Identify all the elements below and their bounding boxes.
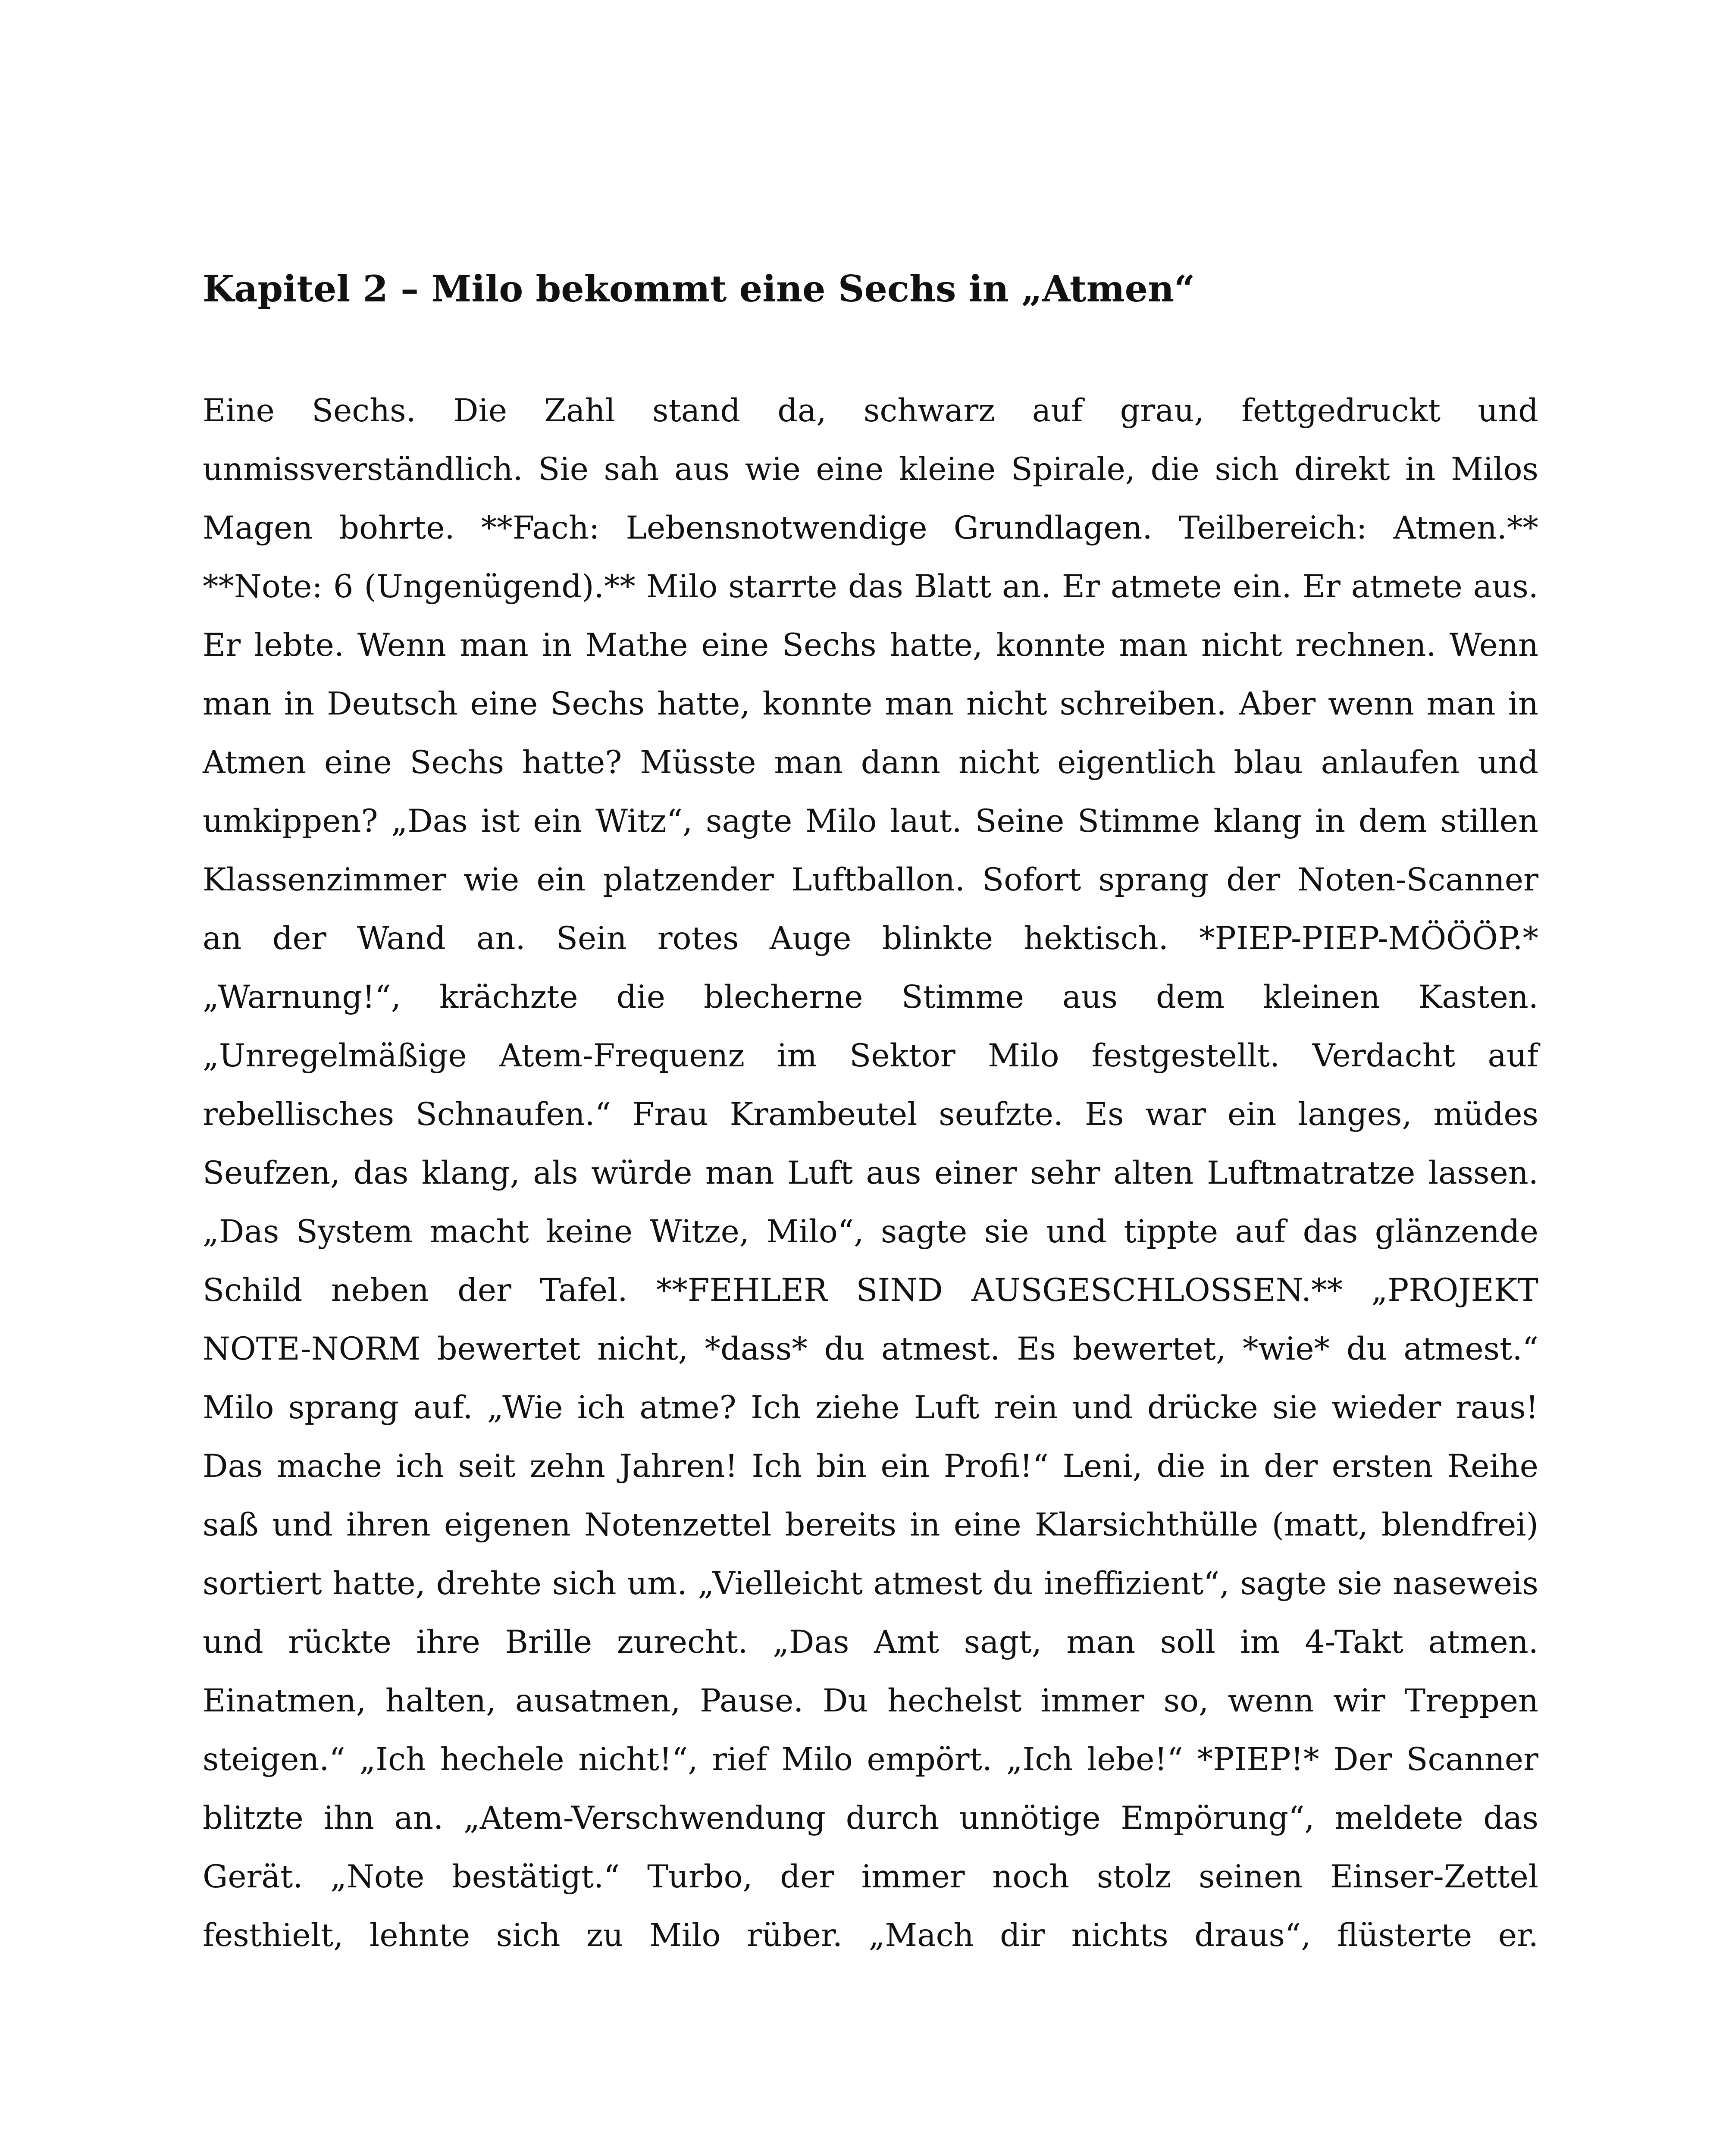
text-line: „Unregelmäßige Atem-Frequenz im Sektor Milo festgestellt. Verdacht auf xyxy=(203,1037,1538,1074)
text-line: umkippen? „Das ist ein Witz“, sagte Milo laut. Seine Stimme klang in dem stillen xyxy=(203,803,1538,840)
text-line: NOTE-NORM bewertet nicht, *dass* du atmest. Es bewertet, *wie* du atmest.“ xyxy=(203,1331,1538,1367)
text-line: saß und ihren eigenen Notenzettel bereits in eine Klarsichthülle (matt, blendfrei) xyxy=(203,1507,1538,1543)
text-line: Gerät. „Note bestätigt.“ Turbo, der immer noch stolz seinen Einser-Zettel xyxy=(203,1858,1538,1895)
text-line: Er lebte. Wenn man in Mathe eine Sechs hatte, konnte man nicht rechnen. Wenn xyxy=(203,627,1538,664)
text-line: an der Wand an. Sein rotes Auge blinkte hektisch. *PIEP-PIEP-MÖÖÖP.* xyxy=(203,920,1538,957)
text-line: Klassenzimmer wie ein platzender Luftballon. Sofort sprang der Noten-Scanner xyxy=(203,862,1538,898)
text-line: rebellisches Schnaufen.“ Frau Krambeutel seufzte. Es war ein langes, müdes xyxy=(203,1096,1538,1133)
text-line: blitzte ihn an. „Atem-Verschwendung durch unnötige Empörung“, meldete das xyxy=(203,1800,1538,1836)
chapter-title: Kapitel 2 – Milo bekommt eine Sechs in „Atmen“ xyxy=(203,267,1195,310)
text-line: festhielt, lehnte sich zu Milo rüber. „Mach dir nichts draus“, flüsterte er. xyxy=(203,1917,1538,1954)
text-line: Seufzen, das klang, als würde man Luft aus einer sehr alten Luftmatratze lassen. xyxy=(203,1155,1538,1191)
text-line: „Warnung!“, krächzte die blecherne Stimme aus dem kleinen Kasten. xyxy=(203,979,1538,1015)
text-line: Milo sprang auf. „Wie ich atme? Ich ziehe Luft rein und drücke sie wieder raus! xyxy=(203,1389,1538,1426)
text-line: **Note: 6 (Ungenügend).** Milo starrte das Blatt an. Er atmete ein. Er atmete aus. xyxy=(203,568,1538,605)
text-line: Magen bohrte. **Fach: Lebensnotwendige Grundlagen. Teilbereich: Atmen.** xyxy=(203,510,1538,546)
text-line: Atmen eine Sechs hatte? Müsste man dann nicht eigentlich blau anlaufen und xyxy=(203,744,1538,781)
text-line: man in Deutsch eine Sechs hatte, konnte man nicht schreiben. Aber wenn man in xyxy=(203,686,1538,722)
body-text xyxy=(203,382,1538,1965)
text-line: „Das System macht keine Witze, Milo“, sagte sie und tippte auf das glänzende xyxy=(203,1213,1538,1250)
text-line: Schild neben der Tafel. **FEHLER SIND AUSGESCHLOSSEN.** „PROJEKT xyxy=(203,1272,1538,1309)
text-line: steigen.“ „Ich hechele nicht!“, rief Milo empört. „Ich lebe!“ *PIEP!* Der Scanner xyxy=(203,1741,1538,1778)
text-line: und rückte ihre Brille zurecht. „Das Amt sagt, man soll im 4-Takt atmen. xyxy=(203,1624,1538,1661)
text-line: sortiert hatte, drehte sich um. „Vielleicht atmest du ineffizient“, sagte sie naseweis xyxy=(203,1565,1538,1602)
text-line: Einatmen, halten, ausatmen, Pause. Du hechelst immer so, wenn wir Treppen xyxy=(203,1683,1538,1719)
text-line: Das mache ich seit zehn Jahren! Ich bin ein Profi!“ Leni, die in der ersten Reihe xyxy=(203,1448,1538,1485)
text-line: unmissverständlich. Sie sah aus wie eine kleine Spirale, die sich direkt in Milos xyxy=(203,451,1538,488)
text-line: Eine Sechs. Die Zahl stand da, schwarz auf grau, fettgedruckt und xyxy=(203,392,1538,429)
